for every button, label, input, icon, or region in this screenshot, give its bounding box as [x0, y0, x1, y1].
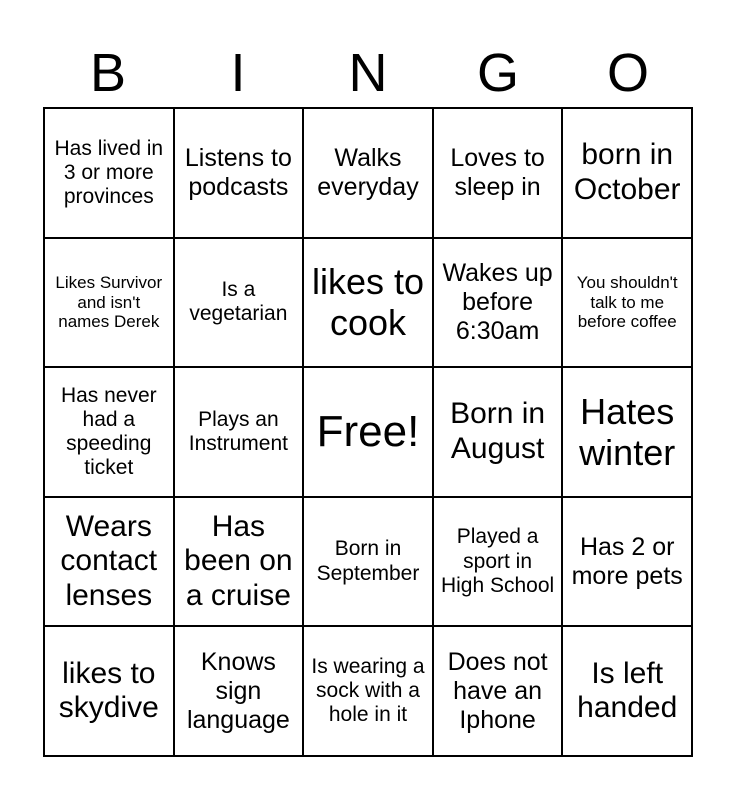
bingo-cell-text: Born in September	[316, 537, 420, 585]
bingo-cell-text: likes to skydive	[58, 656, 159, 725]
bingo-cell-text: Has lived in 3 or more provinces	[54, 136, 164, 208]
bingo-cell[interactable]	[433, 497, 563, 627]
bingo-cell[interactable]	[562, 497, 692, 627]
bingo-cell[interactable]	[433, 367, 563, 497]
bingo-cell-text: Does not have an Iphone	[447, 648, 548, 734]
bingo-cell-text: likes to cook	[311, 261, 425, 344]
bingo-cell-text: Likes Survivor and isn't names Derek	[55, 273, 163, 332]
bingo-cell[interactable]	[433, 238, 563, 368]
bingo-cell[interactable]	[433, 108, 563, 238]
bingo-cell-text: Wakes up before 6:30am	[442, 259, 553, 345]
bingo-cell-text: Walks everyday	[317, 144, 419, 201]
bingo-cell-text: Has been on a cruise	[184, 509, 293, 612]
bingo-cell-text: Listens to podcasts	[184, 144, 292, 201]
bingo-cell[interactable]	[433, 626, 563, 756]
bingo-cell[interactable]	[303, 497, 433, 627]
bingo-cell[interactable]	[174, 108, 304, 238]
bingo-cell[interactable]	[303, 626, 433, 756]
bingo-cell-text: Loves to sleep in	[450, 144, 545, 201]
header-letter-b: B	[89, 43, 127, 103]
bingo-cell-text: Plays an Instrument	[188, 407, 288, 455]
bingo-cell[interactable]	[174, 238, 304, 368]
header-letter-n: N	[348, 43, 388, 103]
bingo-cell-text: Has 2 or more pets	[571, 532, 683, 590]
bingo-cell-text: Born in August	[450, 397, 546, 465]
bingo-cell[interactable]	[174, 497, 304, 627]
bingo-cell[interactable]	[562, 367, 692, 497]
bingo-cell[interactable]	[562, 238, 692, 368]
bingo-cell[interactable]	[174, 367, 304, 497]
header-letter-i: I	[230, 43, 246, 103]
bingo-cell[interactable]	[44, 108, 174, 238]
bingo-card-grid	[43, 107, 693, 757]
bingo-cell[interactable]	[303, 108, 433, 238]
bingo-cell[interactable]	[562, 108, 692, 238]
bingo-cell-text: Wears contact lenses	[60, 509, 158, 612]
bingo-cell[interactable]	[44, 497, 174, 627]
free-space-text: Free!	[316, 406, 420, 456]
bingo-cell-text: Played a sport in High School	[440, 525, 555, 597]
bingo-cell[interactable]	[303, 238, 433, 368]
header-letter-g: G	[476, 43, 519, 103]
bingo-cell-text: You shouldn't talk to me before coffee	[576, 273, 678, 332]
free-space-cell[interactable]	[303, 367, 433, 497]
bingo-cell[interactable]	[562, 626, 692, 756]
bingo-cell-text: Is a vegetarian	[189, 278, 288, 326]
bingo-cell-text: Is left handed	[577, 656, 678, 725]
bingo-cell-text: Hates winter	[579, 390, 676, 473]
bingo-cell-text: Is wearing a sock with a hole in it	[311, 654, 425, 727]
bingo-cell-text: born in October	[573, 138, 681, 206]
bingo-cell-text: Has never had a speeding ticket	[60, 383, 157, 480]
bingo-cell[interactable]	[44, 367, 174, 497]
bingo-cell[interactable]	[44, 626, 174, 756]
bingo-cell[interactable]	[174, 626, 304, 756]
bingo-cell[interactable]	[44, 238, 174, 368]
bingo-cell-text: Knows sign language	[186, 648, 290, 734]
bingo-header	[43, 40, 693, 106]
header-letter-o: O	[606, 43, 649, 103]
